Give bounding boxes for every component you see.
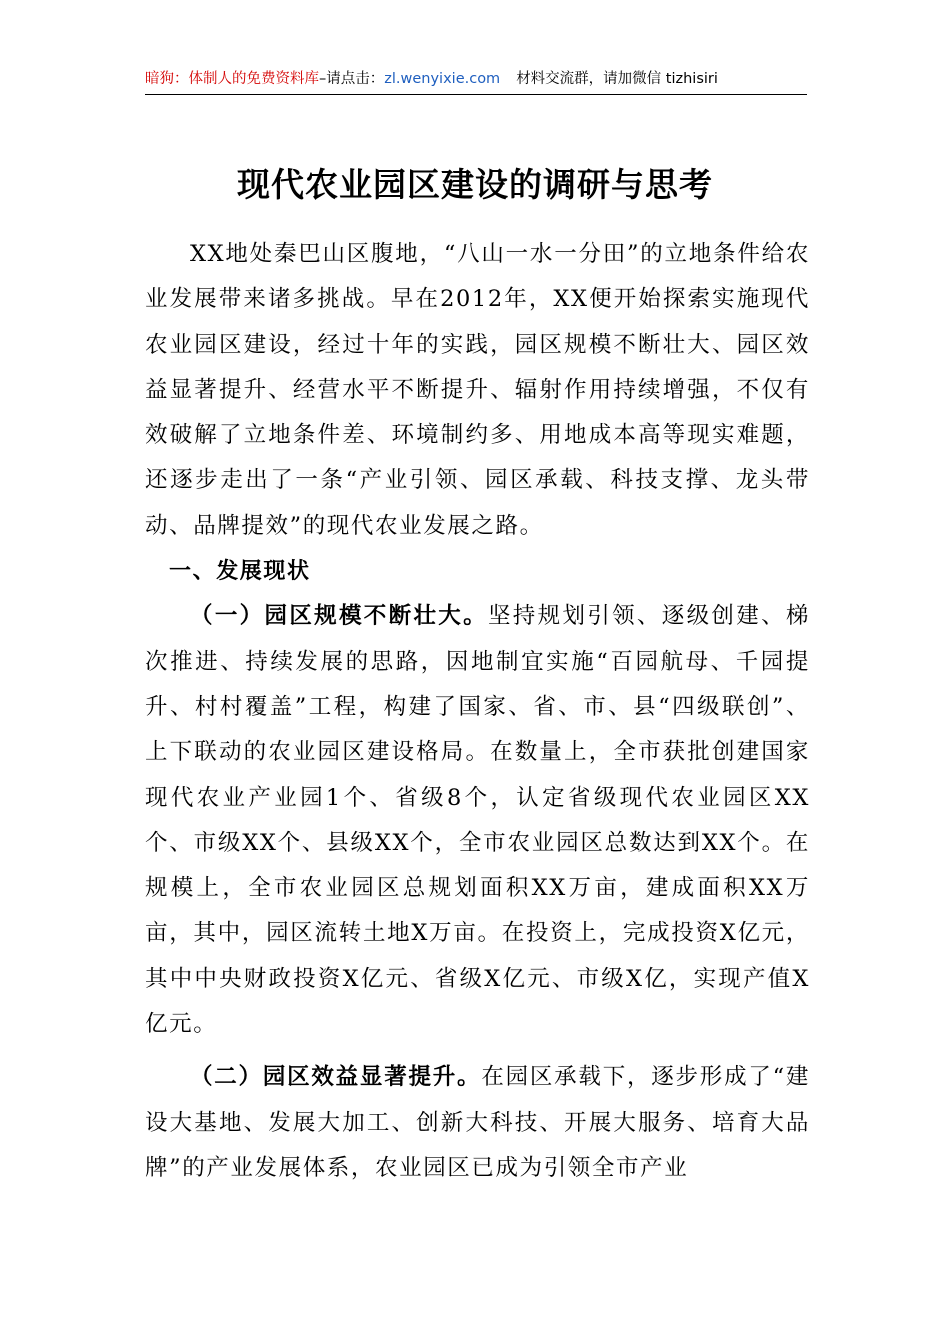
item-2-body: 在园区承载下，逐步形成了“建设大基地、发展大加工、创新大科技、开展大服务、培育大品牌”的产业发展体系，农业园区已成为引领全市产业 bbox=[145, 1064, 810, 1181]
intro-paragraph: XX地处秦巴山区腹地，“八山一水一分田”的立地条件给农业发展带来诸多挑战。早在2012年，XX便开始探索实施现代农业园区建设，经过十年的实践，园区规模不断壮大、园区效益显著提升、经营水平不断提升、辐射作用持续增强，不仅有效破解了立地条件差、环境制约多、用地成本高等现实难题，还逐步走出了一条“产业引领、园区承载、科技支撑、龙头带动、品牌提效”的现代农业发展之路。 bbox=[145, 241, 810, 539]
section-heading: 一、发展现状 bbox=[169, 559, 311, 585]
page-header bbox=[145, 64, 807, 95]
item-2-paragraph bbox=[145, 1055, 810, 1191]
header-contact: 材料交流群，请加微信 tizhisiri bbox=[516, 71, 718, 87]
document-title: 现代农业园区建设的调研与思考 bbox=[237, 165, 713, 204]
item-1-lead: （一）园区规模不断壮大。 bbox=[190, 603, 488, 630]
item-1-paragraph bbox=[145, 594, 810, 1047]
document-body bbox=[145, 232, 810, 1191]
header-site-name: 暗狗：体制人的免费资料库 bbox=[145, 71, 319, 87]
item-1-body: 坚持规划引领、逐级创建、梯次推进、持续发展的思路，因地制宜实施“百园航母、千园提升、村村覆盖”工程，构建了国家、省、市、县“四级联创”、上下联动的农业园区建设格局。在数量上，全市获批创建国家现代农业产业园1个、省级8个，认定省级现代农业园区XX个、市级XX个、县级XX个，全市农业园区总数达到XX个。在规模上，全市农业园区总规划面积XX万亩，建成面积XX万亩，其中，园区流转土地X万亩。在投资上，完成投资X亿元，其中中央财政投资X亿元、省级X亿元、市级X亿，实现产值X亿元。 bbox=[145, 603, 810, 1038]
header-click-text: –请点击： bbox=[319, 71, 385, 87]
header-url-link[interactable]: zl.wenyixie.com bbox=[384, 71, 501, 87]
item-2-lead: （二）园区效益显著提升。 bbox=[190, 1064, 482, 1091]
